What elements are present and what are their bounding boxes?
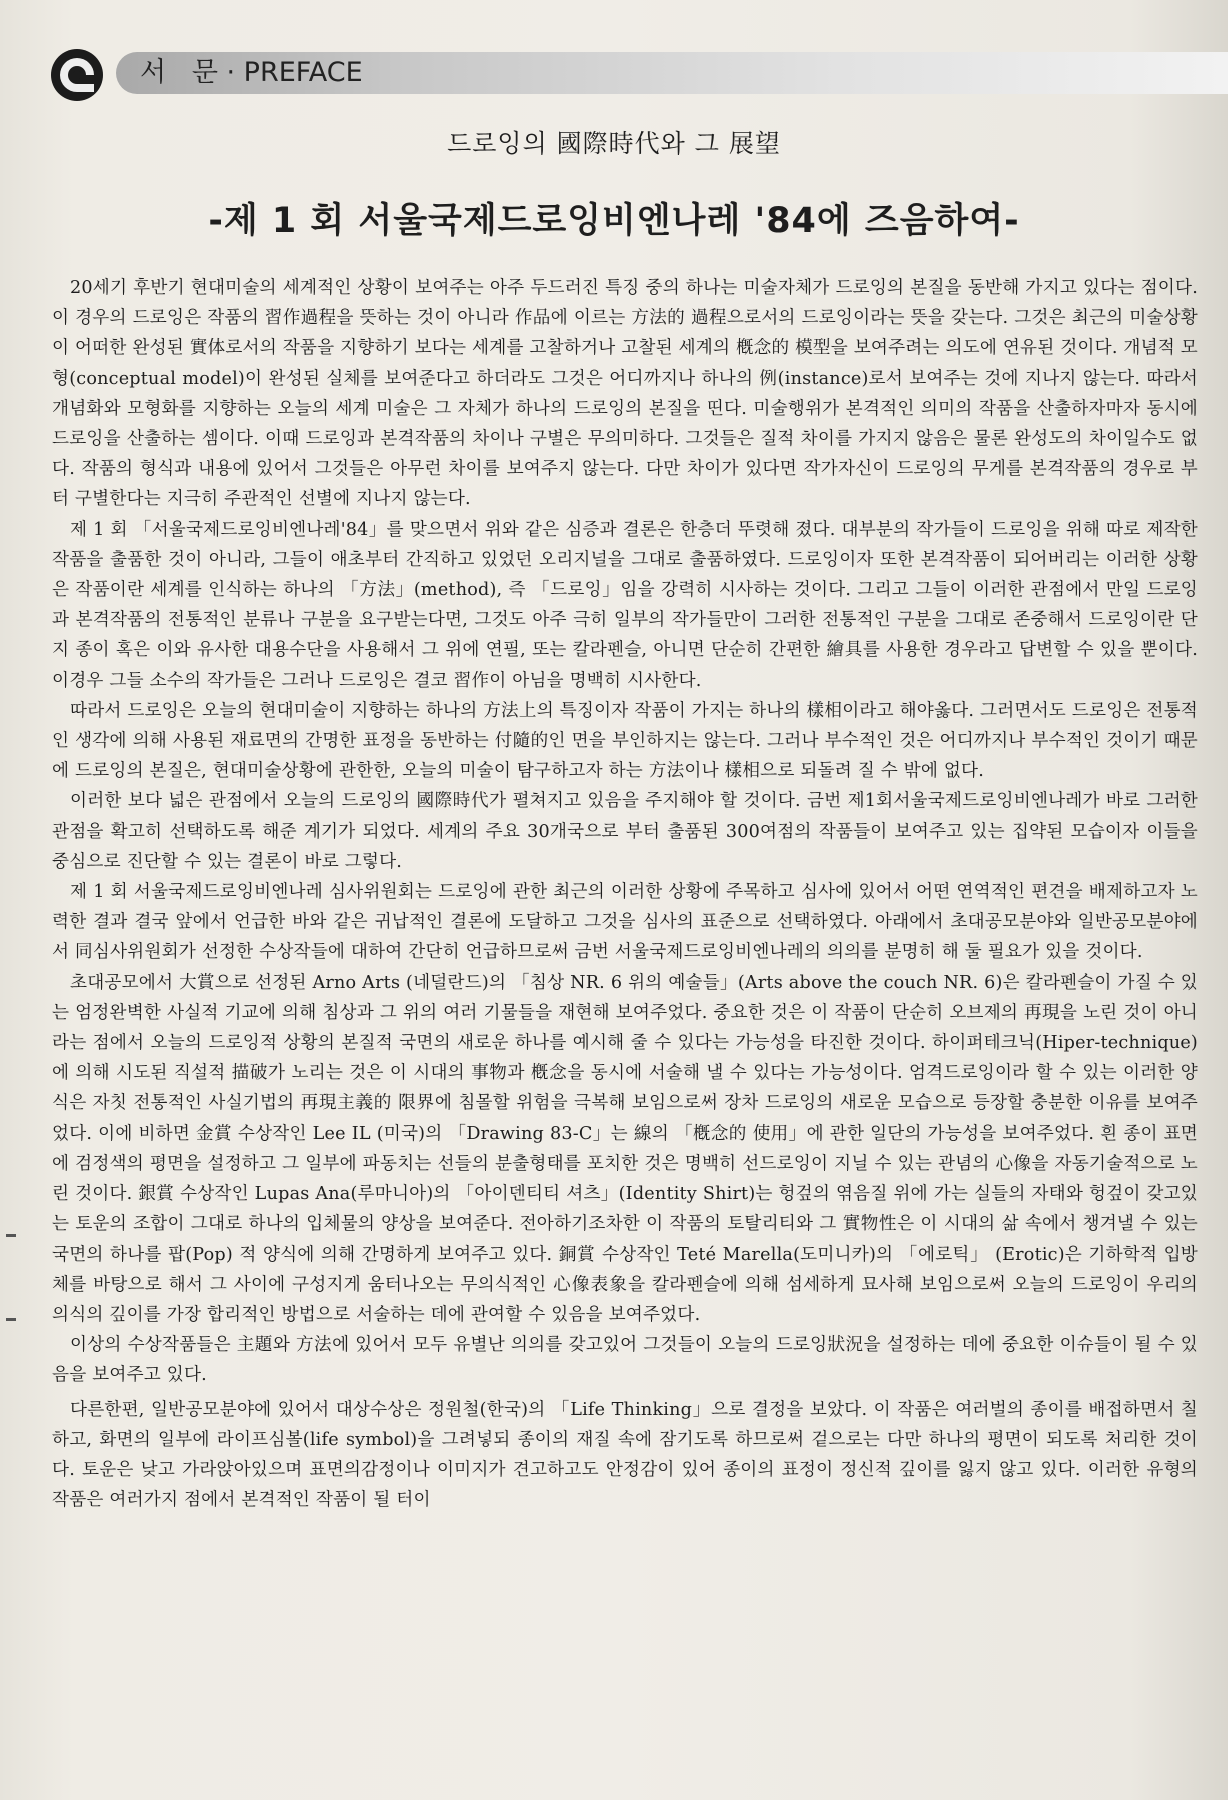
paragraph-7: 이상의 수상작품들은 主題와 方法에 있어서 모두 유별난 의의를 갖고있어 그것들이 오늘의 드로잉狀況을 설정하는 데에 중요한 이슈들이 될 수 있음을 보여주고 있다. xyxy=(52,1335,1198,1386)
page-subtitle: 드로잉의 國際時代와 그 展望 xyxy=(447,129,781,158)
paragraph-8: 다른한편, 일반공모분야에 있어서 대상수상은 정원철(한국)의 「Life Thinking」으로 결정을 보았다. 이 작품은 여러벌의 종이를 배접하면서 칠하고, 화면의 일부에 라이프심볼(life symbol)을 그려넣되 종이의 재질 속에 잠기도록 하므로써 겉으로는 다만 하나의 평면이 되도록 처리한 것이다. 토운은 낮고 가라앉아있으며 표면의감정이나 이미지가 견고하고도 안정감이 있어 종이의 표정이 정신적 깊이를 잃지 않고 있다. 이러한 유형의 작품은 여러가지 점에서 본격적인 작품이 될 터이 xyxy=(52,1399,1198,1511)
spiral-logo-icon xyxy=(50,48,104,102)
margin-mark xyxy=(6,1318,16,1321)
paragraph-6: 초대공모에서 大賞으로 선정된 Arno Arts (네덜란드)의 「침상 NR. 6 위의 예술들」(Arts above the couch NR. 6)은 칼라펜슬이 가질 수 있는 엄정완벽한 사실적 기교에 의해 침상과 그 위의 여러 기물들을 재현해 보여주었다. 중요한 것은 이 작품이 단순히 오브제의 再現을 노린 것이 아니라는 점에서 오늘의 드로잉적 상황의 본질적 국면의 새로운 하나를 예시해 줄 수 있다는 가능성을 타진한 것이다. 하이퍼테크닉(Hiper-technique)에 의해 시도된 직설적 描破가 노리는 것은 이 시대의 事物과 槪念을 동시에 서술해 낼 수 있다는 가능성이다. 엄격드로잉이라 할 수 있는 이러한 양식은 자칫 전통적인 사실기법의 再現主義的 限界에 침몰할 위험을 극복해 보임으로써 장차 드로잉의 새로운 모습으로 등장할 충분한 이유를 보여주었다. 이에 비하면 金賞 수상작인 Lee IL (미국)의 「Drawing 83-C」는 線의 「槪念的 使用」에 관한 일단의 가능성을 보여주었다. 흰 종이 표면에 검정색의 평면을 설정하고 그 일부에 파동치는 선들의 분출형태를 포치한 것은 명백히 선드로잉이 지닐 수 있는 관념의 心像을 자동기술적으로 노린 것이다. 銀賞 수상작인 Lupas Ana(루마니아)의 「아이덴티티 셔츠」(Identity Shirt)는 헝겊의 엮음질 위에 가는 실들의 자태와 헝겊이 갖고있는 토운의 조합이 그대로 하나의 입체물의 양상을 보여준다. 전아하기조차한 이 작품의 토탈리티와 그 實物性은 이 시대의 삶 속에서 챙겨낼 수 있는 국면의 하나를 팝(Pop) 적 양식에 의해 간명하게 보여주고 있다. 銅賞 수상작인 Teté Marella(도미니카)의 「에로틱」 (Erotic)은 기하학적 입방체를 바탕으로 해서 그 사이에 구성지게 움터나오는 무의식적인 心像表象을 칼라펜슬에 의해 섬세하게 묘사해 보임으로써 오늘의 드로잉이 우리의 의식의 깊이를 가장 합리적인 방법으로 서술하는 데에 관여할 수 있음을 보여주었다. xyxy=(52,972,1198,1325)
paragraph-3: 따라서 드로잉은 오늘의 현대미술이 지향하는 하나의 方法上의 특징이자 작품이 가지는 하나의 樣相이라고 해야옳다. 그러면서도 드로잉은 전통적인 생각에 의해 사용된 재료면의 간명한 표정을 동반하는 付隨的인 면을 부인하지는 않는다. 그러나 부수적인 것은 어디까지나 부수적인 것이기 때문에 드로잉의 본질은, 현대미술상황에 관한한, 오늘의 미술이 탐구하고자 하는 方法이나 樣相으로 되돌려 질 수 밖에 없다. xyxy=(52,700,1198,782)
page-title: -제 1 회 서울국제드로잉비엔나레 '84에 즈음하여- xyxy=(208,201,1020,241)
article-body xyxy=(52,273,1198,1515)
margin-mark xyxy=(6,1234,16,1237)
paragraph-1: 20세기 후반기 현대미술의 세계적인 상황이 보여주는 아주 두드러진 특징 중의 하나는 미술자체가 드로잉의 본질을 동반해 가지고 있다는 점이다. 이 경우의 드로잉은 작품의 習作過程을 뜻하는 것이 아니라 作品에 이르는 方法的 過程으로서의 드로잉이라는 뜻을 갖는다. 그것은 최근의 미술상황이 어떠한 완성된 實体로서의 작품을 지향하기 보다는 세계를 고찰하거나 고찰된 세계의 槪念的 模型을 보여주려는 의도에 연유된 것이다. 개념적 모형(conceptual model)이 완성된 실체를 보여준다고 하더라도 그것은 어디까지나 하나의 例(instance)로서 보여주는 것에 지나지 않는다. 따라서 개념화와 모형화를 지향하는 오늘의 세계 미술은 그 자체가 하나의 드로잉의 본질을 띤다. 미술행위가 본격적인 의미의 작품을 산출하자마자 동시에 드로잉을 산출하는 셈이다. 이때 드로잉과 본격작품의 차이나 구별은 무의미하다. 그것들은 질적 차이를 가지지 않음은 물론 완성도의 차이일수도 없다. 작품의 형식과 내용에 있어서 그것들은 아무런 차이를 보여주지 않는다. 다만 차이가 있다면 작가자신이 드로잉의 무게를 본격작품의 경우로 부터 구별한다는 지극히 주관적인 선별에 지나지 않는다. xyxy=(52,278,1198,510)
paragraph-2: 제 1 회 「서울국제드로잉비엔나레'84」를 맞으면서 위와 같은 심증과 결론은 한층더 뚜렷해 졌다. 대부분의 작가들이 드로잉을 위해 따로 제작한 작품을 출품한 것이 아니라, 그들이 애초부터 간직하고 있었던 오리지널을 그대로 출품하였다. 드로잉이자 또한 본격작품이 되어버리는 이러한 상황은 작품이란 세계를 인식하는 하나의 「方法」(method), 즉 「드로잉」임을 강력히 시사하는 것이다. 그리고 그들이 이러한 관점에서 만일 드로잉과 본격작품의 전통적인 분류나 구분을 요구받는다면, 그것도 아주 극히 일부의 작가들만이 그러한 전통적인 구분을 그대로 존중해서 드로잉이란 단지 종이 혹은 이와 유사한 대용수단을 사용해서 그 위에 연필, 또는 칼라펜슬, 아니면 단순히 간편한 繪具를 사용한 경우라고 답변할 수 있을 뿐이다. 이경우 그들 소수의 작가들은 그러나 드로잉은 결코 習作이 아님을 명백히 시사한다. xyxy=(52,519,1198,691)
section-header-label: 서 문 · PREFACE xyxy=(140,57,363,88)
paragraph-5: 제 1 회 서울국제드로잉비엔나레 심사위원회는 드로잉에 관한 최근의 이러한 상황에 주목하고 심사에 있어서 어떤 연역적인 편견을 배제하고자 노력한 결과 결국 앞에서 언급한 바와 같은 귀납적인 결론에 도달하고 그것을 심사의 표준으로 선택하였다. 아래에서 초대공모분야와 일반공모분야에서 同심사위원회가 선정한 수상작들에 대하여 간단히 언급하므로써 금번 서울국제드로잉비엔나레의 의의를 분명히 해 둘 필요가 있을 것이다. xyxy=(52,882,1198,963)
paragraph-4: 이러한 보다 넓은 관점에서 오늘의 드로잉의 國際時代가 펼쳐지고 있음을 주지해야 할 것이다. 금번 제1회서울국제드로잉비엔나레가 바로 그러한 관점을 확고히 선택하도록 해준 계기가 되었다. 세계의 주요 30개국으로 부터 출품된 300여점의 작품들이 보여주고 있는 집약된 모습이자 이들을 중심으로 진단할 수 있는 결론이 바로 그렇다. xyxy=(52,791,1198,872)
